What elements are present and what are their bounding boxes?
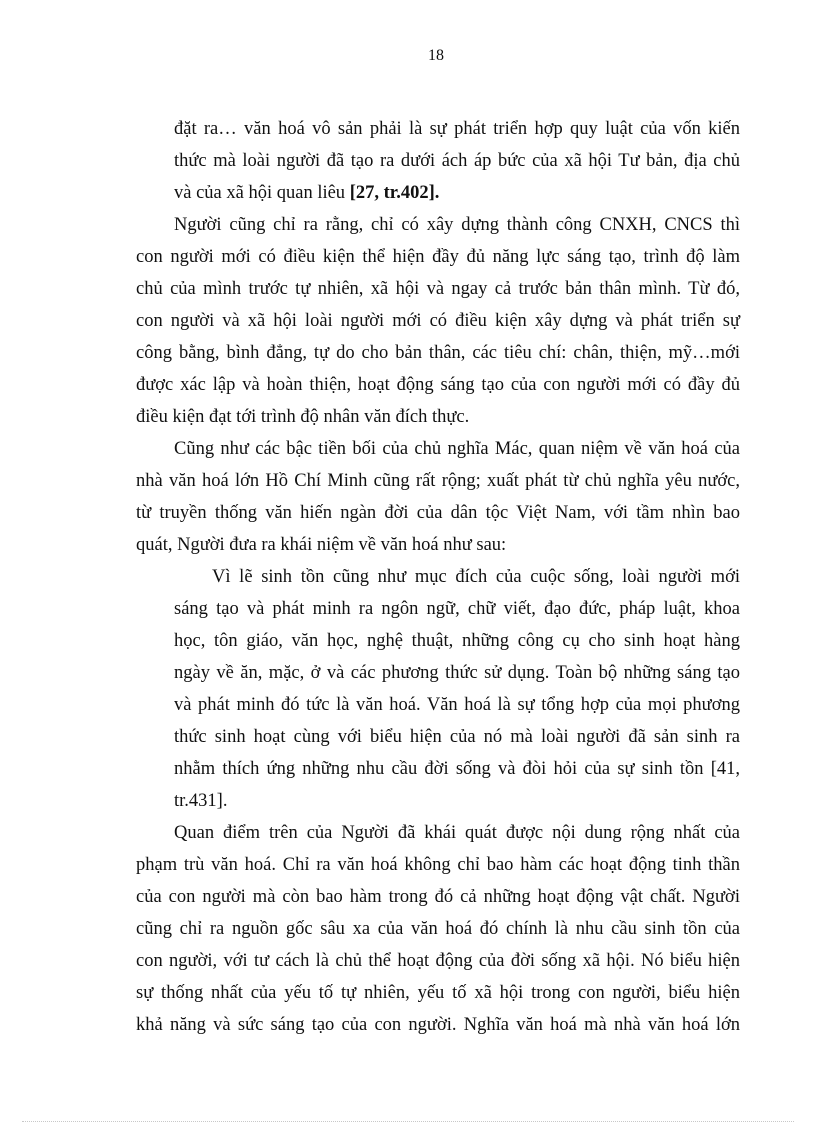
page-number: 18 [428, 47, 444, 64]
text-line: con người và xã hội loài người mới có điều kiện xây dựng và phát triển sự [136, 311, 740, 331]
quote-line: học, tôn giáo, văn học, nghệ thuật, những công cụ cho sinh hoạt hàng [174, 631, 740, 651]
text-line: của con người mà còn bao hàm trong đó cả những hoạt động vật chất. Người [136, 887, 740, 907]
page-bottom-divider [22, 1121, 794, 1122]
text-line: con người mới có điều kiện thể hiện đầy đủ năng lực sáng tạo, trình độ làm [136, 247, 740, 267]
citation: [27, tr.402]. [349, 183, 440, 203]
text-line: quát, Người đưa ra khái niệm về văn hoá như sau: [136, 535, 507, 555]
text-line: con người, với tư cách là chủ thể hoạt động của đời sống xã hội. Nó biểu hiện [136, 951, 740, 971]
quote-line: ngày về ăn, mặc, ở và các phương thức sử dụng. Toàn bộ những sáng tạo [174, 663, 740, 683]
text-line: chủ của mình trước tự nhiên, xã hội và ngay cả trước bản thân mình. Từ đó, [136, 279, 740, 299]
text-line: phạm trù văn hoá. Chỉ ra văn hoá không chỉ bao hàm các hoạt động tinh thần [136, 855, 740, 875]
text-line: từ truyền thống văn hiến ngàn đời của dân tộc Việt Nam, với tầm nhìn bao [136, 503, 740, 523]
text-line: khả năng và sức sáng tạo của con người. Nghĩa văn hoá mà nhà văn hoá lớn [136, 1015, 740, 1035]
quote-line: sáng tạo và phát minh ra ngôn ngữ, chữ viết, đạo đức, pháp luật, khoa [174, 599, 740, 619]
text-line: sự thống nhất của yếu tố tự nhiên, yếu tố xã hội trong con người, biểu hiện [136, 983, 740, 1003]
quote-first-line: Vì lẽ sinh tồn cũng như mục đích của cuộc sống, loài người mới [212, 567, 740, 587]
text-line: công bằng, bình đẳng, tự do cho bản thân, các tiêu chí: chân, thiện, mỹ…mới [136, 343, 740, 363]
quote-line: thức sinh hoạt cùng với biểu hiện của nó mà loài người đã sản sinh ra [174, 727, 740, 747]
text-line: được xác lập và hoàn thiện, hoạt động sáng tạo của con người mới có đầy đủ [136, 375, 740, 395]
text-line: thức mà loài người đã tạo ra dưới ách áp bức của xã hội Tư bản, địa chủ [174, 151, 740, 171]
text-line: nhà văn hoá lớn Hồ Chí Minh cũng rất rộng; xuất phát từ chủ nghĩa yêu nước, [136, 471, 740, 491]
text-line-body: và của xã hội quan liêu [174, 183, 350, 203]
paragraph-first-line: Quan điểm trên của Người đã khái quát được nội dung rộng nhất của [174, 823, 740, 843]
quote-line: nhằm thích ứng những nhu cầu đời sống và đòi hỏi của sự sinh tồn [41, [174, 759, 740, 779]
text-line: đặt ra… văn hoá vô sản phải là sự phát triển hợp quy luật của vốn kiến [174, 119, 740, 139]
quote-line: tr.431]. [174, 791, 228, 811]
text-line [174, 182, 740, 204]
text-line: điều kiện đạt tới trình độ nhân văn đích thực. [136, 407, 470, 427]
quote-line: và phát minh đó tức là văn hoá. Văn hoá là sự tổng hợp của mọi phương [174, 695, 740, 715]
paragraph-first-line: Người cũng chỉ ra rằng, chỉ có xây dựng thành công CNXH, CNCS thì [174, 215, 740, 235]
paragraph-first-line: Cũng như các bậc tiền bối của chủ nghĩa Mác, quan niệm về văn hoá của [174, 439, 740, 459]
text-line: cũng chỉ ra nguồn gốc sâu xa của văn hoá đó chính là nhu cầu sinh tồn của [136, 919, 740, 939]
